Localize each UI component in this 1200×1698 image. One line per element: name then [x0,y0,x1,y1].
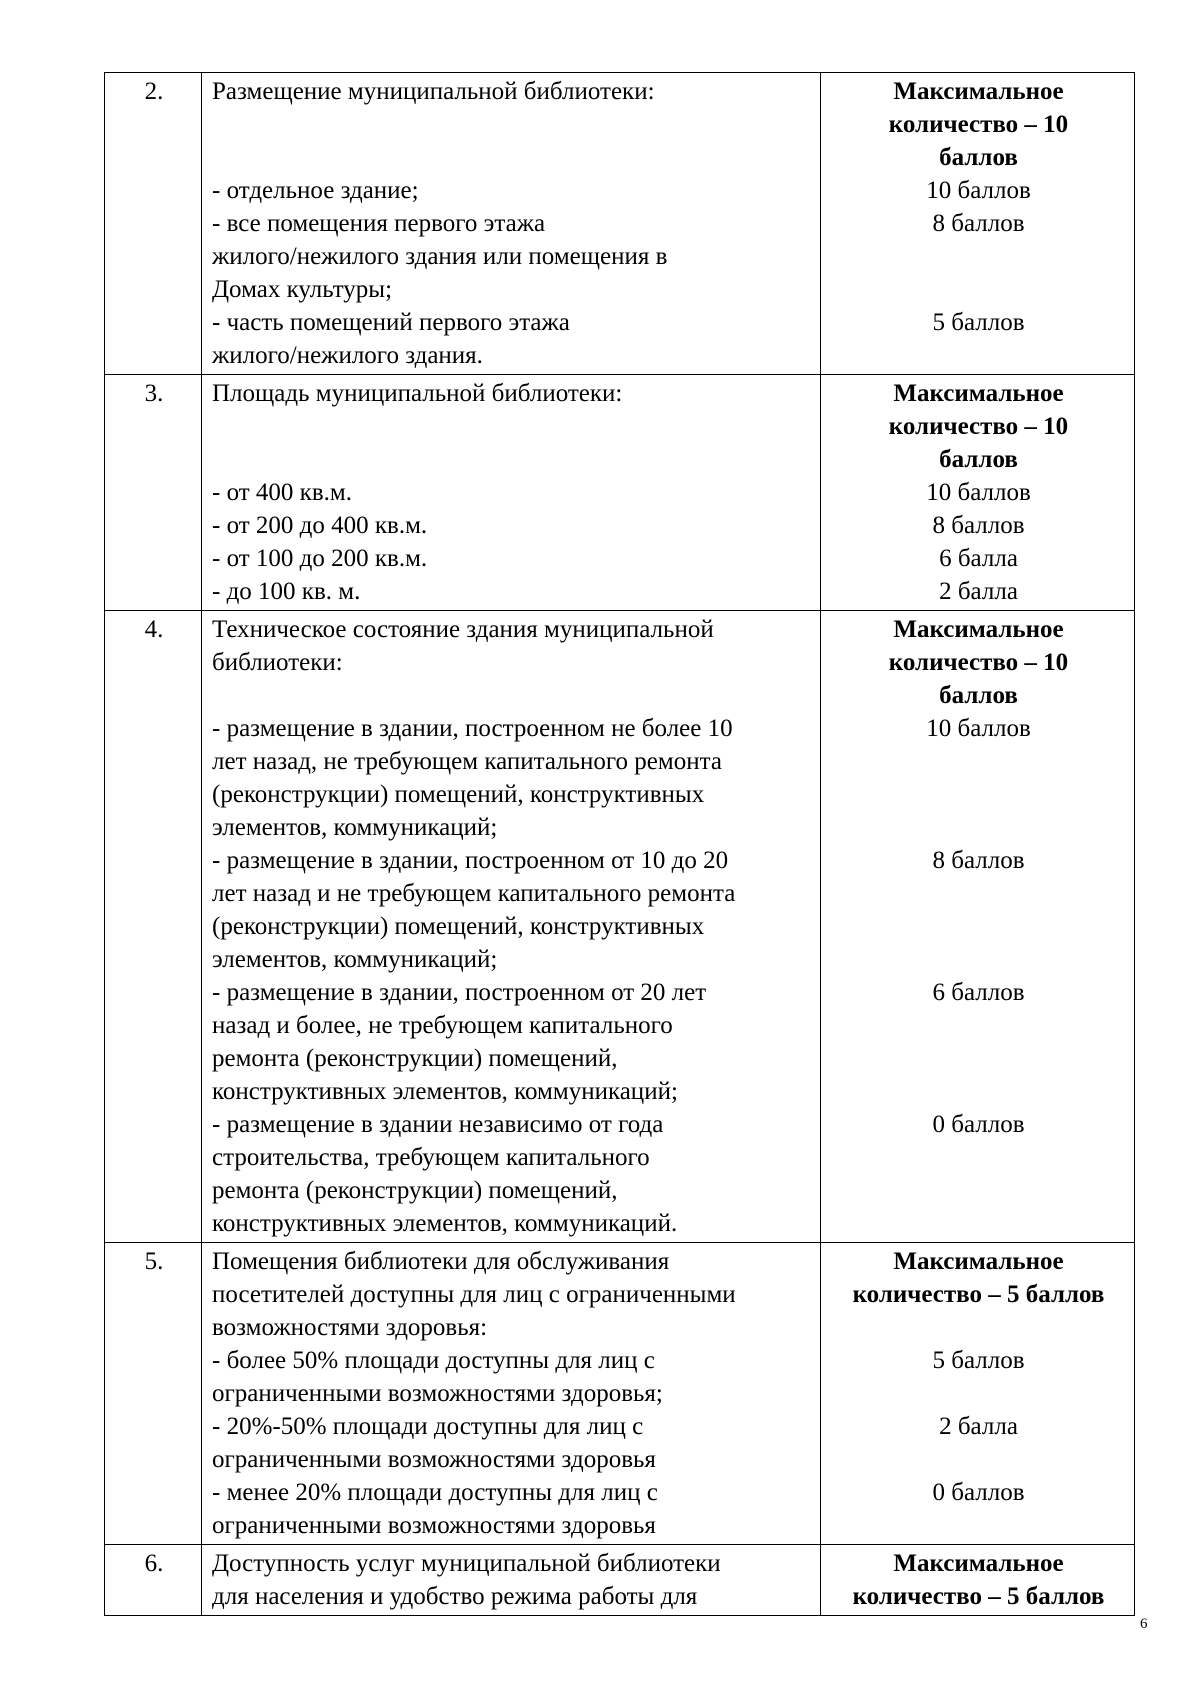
score-value [831,1141,1126,1174]
score-value: 8 баллов [932,512,1025,539]
criterion-score [821,375,1135,611]
row-number: 4. [105,611,202,1243]
score-value [831,811,1126,844]
score-value: 0 баллов [932,1479,1025,1506]
max-score-line: Максимальное [893,1248,1064,1275]
criterion-description [202,1243,821,1545]
max-score-line: Максимальное [893,1550,1064,1577]
score-value [831,745,1126,778]
score-value [831,877,1126,910]
description-line: ограниченными возможностями здоровья [212,1512,656,1539]
description-line: Доступность услуг муниципальной библиотеки [212,1550,721,1577]
description-line: строительства, требующем капитального [212,1144,650,1171]
score-value: 10 баллов [926,479,1031,506]
row-number: 3. [105,375,202,611]
description-line: Техническое состояние здания муниципальной [212,616,714,643]
score-value [831,1009,1126,1042]
description-line: элементов, коммуникаций; [212,946,498,973]
description-line [212,410,812,443]
table-row [105,1545,1135,1616]
row-number: 5. [105,1243,202,1545]
score-value: 5 баллов [932,309,1025,336]
description-line: ограниченными возможностями здоровья; [212,1380,663,1407]
table-row [105,1243,1135,1545]
score-value [831,339,1126,372]
score-value: 5 баллов [932,1347,1025,1374]
description-line: - размещение в здании, построенном от 10 до 20 [212,847,729,874]
criterion-score [821,1243,1135,1545]
description-line: - до 100 кв. м. [212,578,361,605]
description-line: - более 50% площади доступны для лиц с [212,1347,655,1374]
score-value: 6 балла [939,545,1018,572]
max-score-line: баллов [939,144,1018,171]
score-value: 8 баллов [932,847,1025,874]
criteria-sheet [104,72,1134,1616]
description-line: Площадь муниципальной библиотеки: [212,380,623,407]
description-line [212,141,812,174]
score-value [831,1174,1126,1207]
description-line: - размещение в здании независимо от года [212,1111,664,1138]
max-score-line: количество – 10 [888,413,1069,440]
max-score-line: баллов [939,682,1018,709]
max-score-line: количество – 10 [888,111,1069,138]
table-row [105,73,1135,375]
description-line: - 20%-50% площади доступны для лиц с [212,1413,644,1440]
score-value [831,1042,1126,1075]
row-number: 6. [105,1545,202,1616]
max-score-line: баллов [939,446,1018,473]
max-score-line: Максимальное [893,616,1064,643]
description-line: ремонта (реконструкции) помещений, [212,1177,618,1204]
description-line: библиотеки: [212,649,343,676]
score-value [831,778,1126,811]
description-line: для населения и удобство режима работы для [212,1583,698,1610]
description-line: - часть помещений первого этажа [212,309,570,336]
max-score-line: количество – 5 баллов [852,1583,1105,1610]
score-value: 0 баллов [932,1111,1025,1138]
score-value [831,910,1126,943]
description-line: (реконструкции) помещений, конструктивных [212,913,705,940]
score-value [831,1509,1126,1542]
score-value [831,1075,1126,1108]
criteria-table [104,72,1135,1616]
score-value: 6 баллов [932,979,1025,1006]
description-line: - менее 20% площади доступны для лиц с [212,1479,658,1506]
score-value [831,240,1126,273]
description-line: лет назад и не требующем капитального ремонта [212,880,736,907]
max-score-line: Максимальное [893,78,1064,105]
score-value [831,943,1126,976]
criteria-table-body [105,73,1135,1616]
row-number: 2. [105,73,202,375]
description-line [212,108,812,141]
criterion-score [821,1545,1135,1616]
description-line: - все помещения первого этажа [212,210,546,237]
description-line: жилого/нежилого здания или помещения в [212,243,668,270]
score-value [831,1443,1126,1476]
score-value: 8 баллов [932,210,1025,237]
description-line: ограниченными возможностями здоровья [212,1446,656,1473]
description-line: - от 200 до 400 кв.м. [212,512,428,539]
description-line: - размещение в здании, построенном от 20 лет [212,979,707,1006]
page-number: 6 [1140,1616,1148,1632]
max-score-line: количество – 5 баллов [852,1281,1105,1308]
criterion-description [202,73,821,375]
criterion-description [202,611,821,1243]
criterion-description [202,1545,821,1616]
score-value: 2 балла [939,1413,1018,1440]
max-score-line: количество – 10 [888,649,1069,676]
description-line: возможностями здоровья: [212,1314,488,1341]
criterion-description [202,375,821,611]
criterion-score [821,73,1135,375]
table-row [105,375,1135,611]
description-line: (реконструкции) помещений, конструктивных [212,781,705,808]
description-line: Домах культуры; [212,276,393,303]
description-line: - от 100 до 200 кв.м. [212,545,428,572]
description-line: - отдельное здание; [212,177,419,204]
description-line: посетителей доступны для лиц с ограниченными [212,1281,736,1308]
description-line: Размещение муниципальной библиотеки: [212,78,655,105]
description-line: жилого/нежилого здания. [212,342,483,369]
description-line [212,443,812,476]
description-line: лет назад, не требующем капитального ремонта [212,748,722,775]
score-value [831,1377,1126,1410]
description-line: конструктивных элементов, коммуникаций. [212,1210,678,1237]
max-score-line: Максимальное [893,380,1064,407]
description-line: элементов, коммуникаций; [212,814,498,841]
criterion-score [821,611,1135,1243]
description-line: Помещения библиотеки для обслуживания [212,1248,670,1275]
score-value [831,273,1126,306]
description-line [212,679,812,712]
score-value: 2 балла [939,578,1018,605]
description-line: конструктивных элементов, коммуникаций; [212,1078,678,1105]
description-line: ремонта (реконструкции) помещений, [212,1045,618,1072]
description-line: - от 400 кв.м. [212,479,352,506]
score-value [831,1207,1126,1240]
description-line: назад и более, не требующем капитального [212,1012,673,1039]
score-value: 10 баллов [926,177,1031,204]
score-value: 10 баллов [926,715,1031,742]
description-line: - размещение в здании, построенном не более 10 [212,715,733,742]
score-value [831,1311,1126,1344]
table-row [105,611,1135,1243]
